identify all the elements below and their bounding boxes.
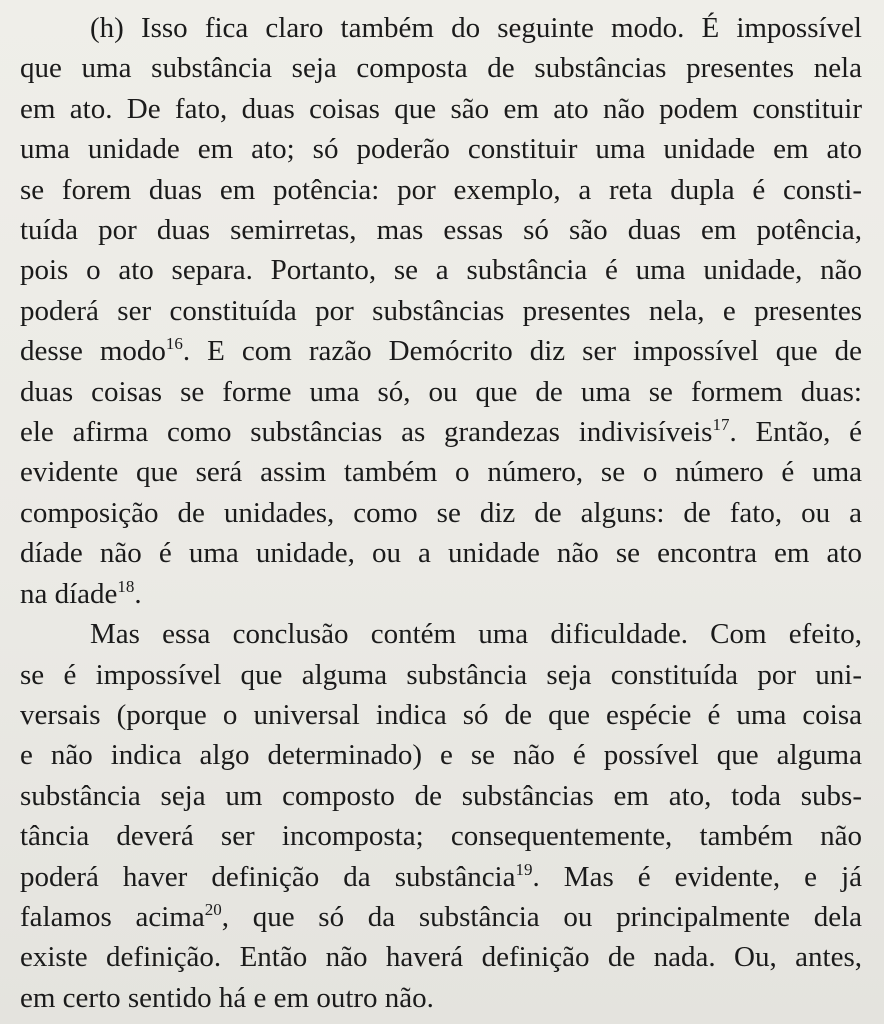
footnote-ref-20: 20 xyxy=(204,899,222,919)
text-line: que uma substância seja composta de substâncias presentes nela xyxy=(20,52,862,85)
text-line xyxy=(20,574,862,614)
text-line: Mas essa conclusão contém uma dificuldade. Com efeito, xyxy=(90,618,862,651)
text-fragment: poderá haver definição da substância xyxy=(20,860,516,893)
text-line xyxy=(20,897,862,937)
text-fragment: , que só da substância ou principalmente dela xyxy=(221,900,863,933)
text-line: se forem duas em potência: por exemplo, a reta dupla é consti- xyxy=(20,173,862,206)
text-line: pois o ato separa. Portanto, se a substância é uma unidade, não xyxy=(20,254,862,287)
text-line xyxy=(20,331,862,371)
text-fragment: ele afirma como substâncias as grandezas indivisíveis xyxy=(20,416,713,449)
text-fragment: . xyxy=(134,577,142,610)
text-line: evidente que será assim também o número, se o número é uma xyxy=(20,456,862,489)
text-line: tuída por duas semirretas, mas essas só são duas em potência, xyxy=(20,214,862,247)
text-line: versais (porque o universal indica só de que espécie é uma coisa xyxy=(20,698,862,731)
text-fragment: . Então, é xyxy=(729,416,862,449)
text-line: e não indica algo determinado) e se não é possível que alguma xyxy=(20,739,862,772)
footnote-ref-18: 18 xyxy=(117,576,135,596)
text-fragment: desse modo xyxy=(20,335,166,368)
text-fragment: falamos acima xyxy=(20,900,205,933)
text-line: tância deverá ser incomposta; consequentemente, também não xyxy=(20,820,862,853)
text-fragment: na díade xyxy=(20,577,118,610)
text-line: poderá ser constituída por substâncias presentes nela, e presentes xyxy=(20,294,862,327)
text-line: em ato. De fato, duas coisas que são em ato não podem constituir xyxy=(20,92,862,125)
text-line xyxy=(20,412,862,452)
footnote-ref-19: 19 xyxy=(515,859,533,879)
text-line: duas coisas se forme uma só, ou que de uma se formem duas: xyxy=(20,375,862,408)
text-line: díade não é uma unidade, ou a unidade não se encontra em ato xyxy=(20,537,862,570)
text-line: se é impossível que alguma substância seja constituída por uni- xyxy=(20,658,862,691)
text-block xyxy=(20,8,862,1018)
text-line: substância seja um composto de substâncias em ato, toda subs- xyxy=(20,779,862,812)
text-fragment: . E com razão Demócrito diz ser impossível que de xyxy=(182,335,862,368)
text-fragment: . Mas é evidente, e já xyxy=(532,860,863,893)
text-line: existe definição. Então não haverá definição de nada. Ou, antes, xyxy=(20,941,862,974)
text-line xyxy=(20,857,862,897)
text-line: uma unidade em ato; só poderão constituir uma unidade em ato xyxy=(20,133,862,166)
text-line: (h) Isso fica claro também do seguinte modo. É impossível xyxy=(90,12,862,44)
footnote-ref-17: 17 xyxy=(712,415,730,435)
text-line: composição de unidades, como se diz de alguns: de fato, ou a xyxy=(20,496,862,529)
text-line: em certo sentido há e em outro não. xyxy=(20,981,434,1014)
footnote-ref-16: 16 xyxy=(165,334,183,354)
